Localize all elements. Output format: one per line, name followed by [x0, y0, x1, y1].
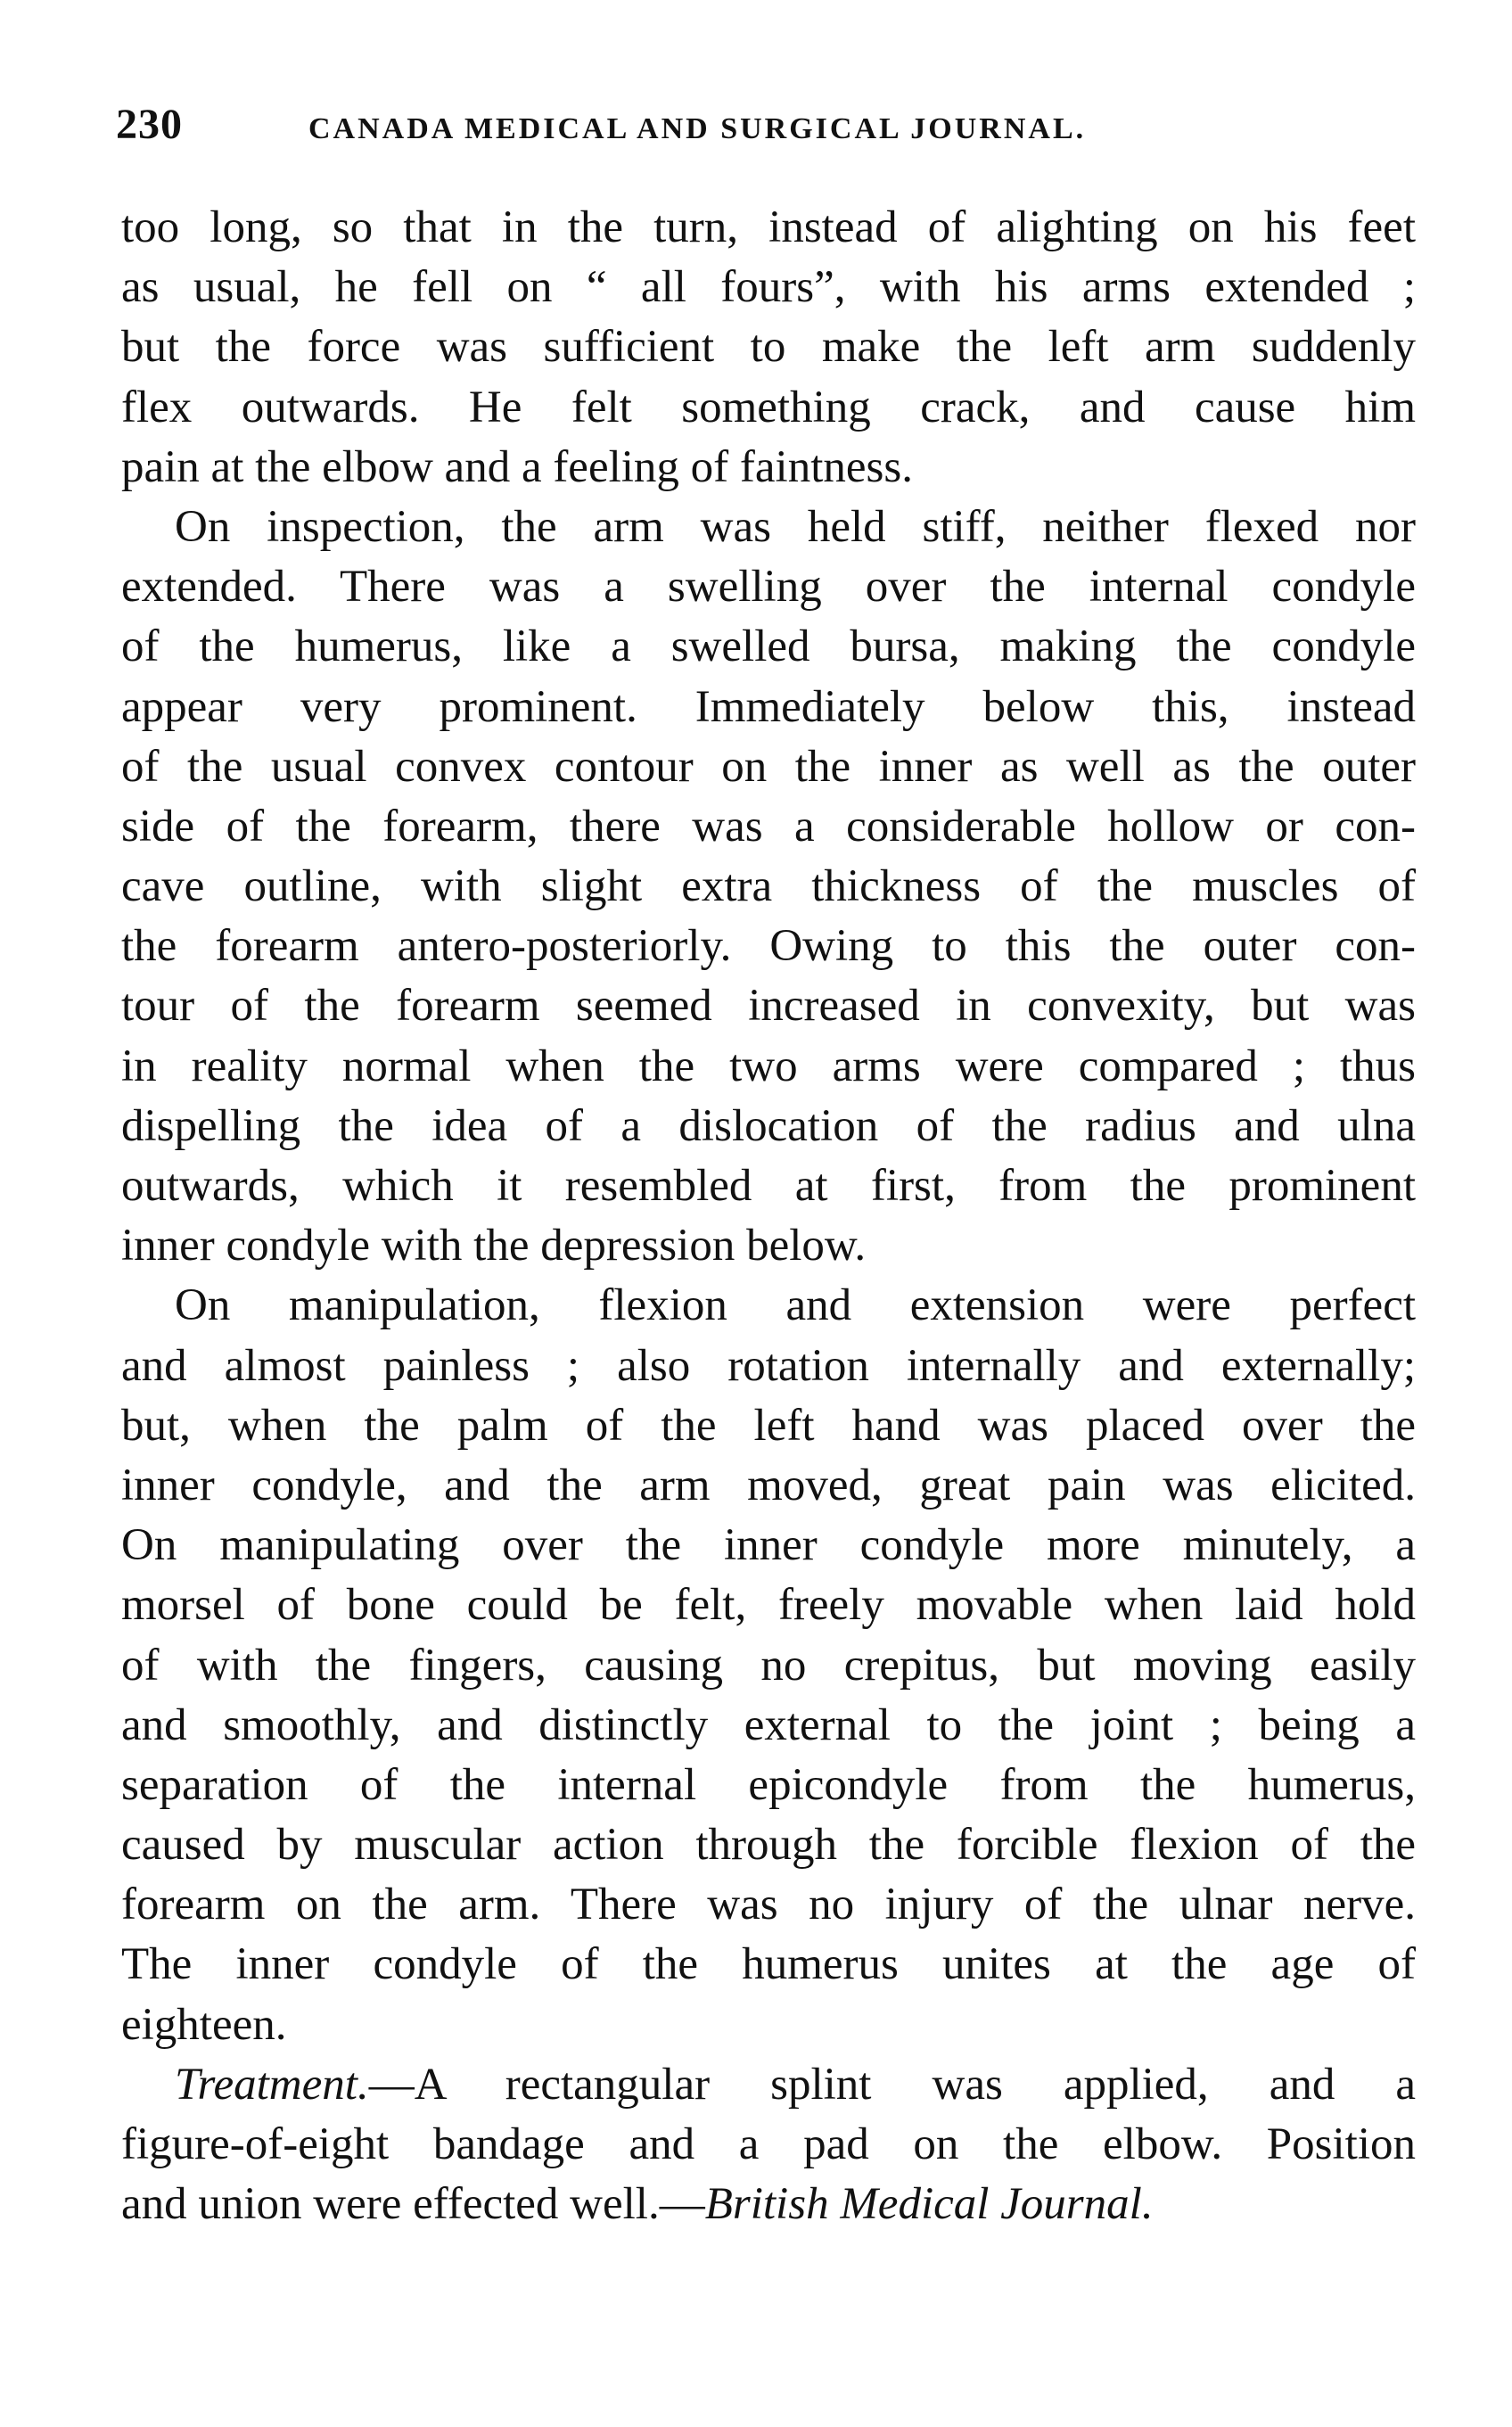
text-line: extended. There was a swelling over the internal condyle — [121, 562, 1416, 613]
text-line: eighteen. — [121, 1999, 287, 2050]
text-line: tour of the forearm seemed increased in convexity, but was — [121, 981, 1416, 1032]
text-line: of the usual convex contour on the inner as well as the outer — [121, 741, 1416, 792]
text-line: and smoothly, and distinctly external to the joint ; being a — [121, 1699, 1416, 1750]
source-line — [121, 2175, 1416, 2234]
text-line: On manipulating over the inner condyle more minutely, a — [121, 1520, 1416, 1571]
text-line: appear very prominent. Immediately below this, instead — [121, 681, 1416, 732]
journal-title: CANADA MEDICAL AND SURGICAL JOURNAL. — [308, 112, 1087, 145]
running-head — [116, 100, 1418, 162]
text-line: flex outwards. He felt something crack, and cause him — [121, 382, 1416, 432]
text-line: dispelling the idea of a dislocation of the radius and ulna — [121, 1100, 1416, 1151]
text-line: forearm on the arm. There was no injury of the ulnar nerve. — [121, 1880, 1416, 1930]
text-line: figure-of-eight bandage and a pad on the elbow. Position — [121, 2119, 1416, 2169]
text-line: The inner condyle of the humerus unites at the age of — [121, 1939, 1416, 1990]
treatment-label: Treatment. — [175, 2059, 369, 2110]
article-body — [121, 198, 1416, 2234]
text-line: cave outline, with slight extra thickness of the muscles of — [121, 861, 1416, 912]
text-line: the forearm antero-posteriorly. Owing to this the outer con- — [121, 921, 1416, 972]
text-line: and almost painless ; also rotation internally and externally; — [121, 1340, 1416, 1391]
text-line: On inspection, the arm was held stiff, neither flexed nor — [175, 501, 1416, 552]
treatment-text: —A rectangular splint was applied, and a — [368, 2059, 1416, 2110]
text-line: caused by muscular action through the forcible flexion of the — [121, 1820, 1416, 1871]
text-line: pain at the elbow and a feeling of faintness. — [121, 441, 913, 492]
text-line: separation of the internal epicondyle from the humerus, — [121, 1759, 1416, 1810]
text-line: in reality normal when the two arms were compared ; thus — [121, 1041, 1416, 1091]
text-line: On manipulation, flexion and extension were perfect — [175, 1280, 1416, 1331]
text-line: side of the forearm, there was a considerable hollow or con- — [121, 801, 1416, 852]
text-line: morsel of bone could be felt, freely movable when laid hold — [121, 1580, 1416, 1631]
text-line: of with the fingers, causing no crepitus, but moving easily — [121, 1640, 1416, 1691]
text-line: but the force was sufficient to make the left arm suddenly — [121, 322, 1416, 373]
page-number: 230 — [116, 101, 183, 148]
source-citation: British Medical Journal. — [704, 2179, 1154, 2230]
text-line: inner condyle, and the arm moved, great pain was elicited. — [121, 1460, 1416, 1510]
treatment-line — [121, 2055, 1416, 2115]
text-line-start: and union were effected well.— — [121, 2179, 705, 2230]
text-line: inner condyle with the depression below. — [121, 1221, 867, 1271]
text-line: too long, so that in the turn, instead of alighting on his feet — [121, 202, 1416, 252]
text-line: as usual, he fell on “ all fours”, with his arms extended ; — [121, 262, 1416, 313]
text-line: but, when the palm of the left hand was placed over the — [121, 1400, 1416, 1451]
text-line: of the humerus, like a swelled bursa, making the condyle — [121, 621, 1416, 672]
text-line: outwards, which it resembled at first, from the prominent — [121, 1161, 1416, 1211]
